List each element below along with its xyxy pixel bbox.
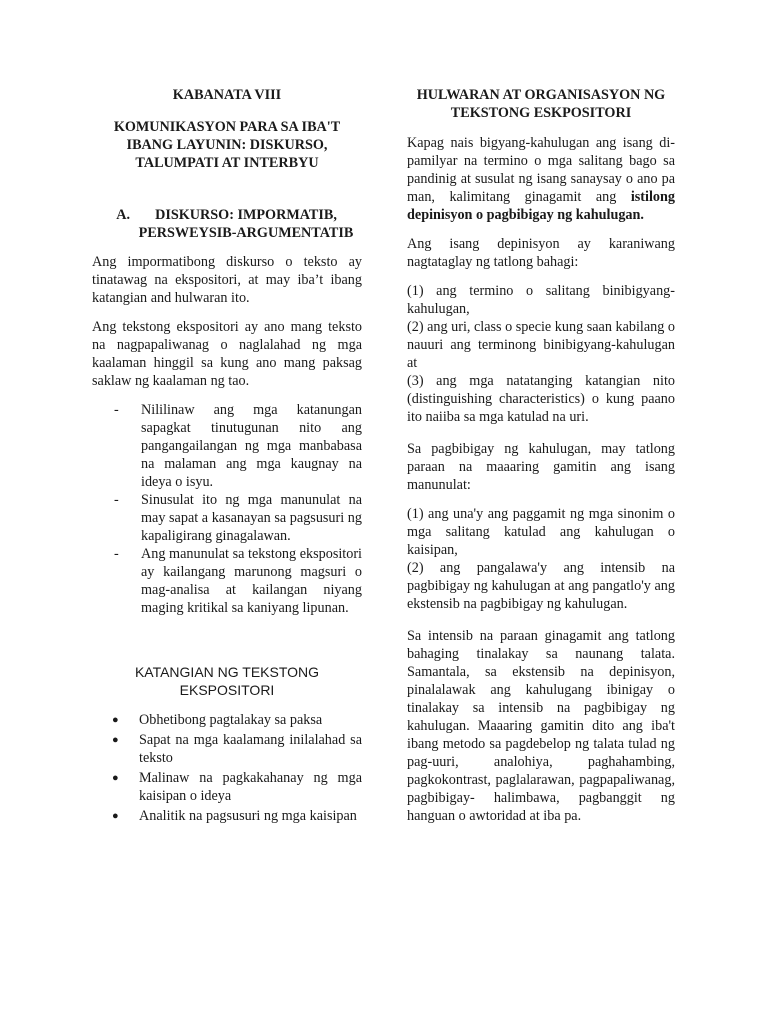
paragraph — [407, 134, 675, 224]
bullet-marker: ● — [112, 772, 119, 784]
list-item-text: Sinusulat ito ng mga manunulat na may sapat a kasanayan sa pagsusuri ng kapaligirang ginagalawan. — [141, 492, 362, 544]
bullet-marker: ● — [112, 810, 119, 822]
right-column — [407, 86, 675, 836]
list-item — [112, 731, 362, 767]
ways-list — [407, 505, 675, 613]
dash-marker: - — [114, 546, 119, 562]
chapter-title: KABANATA VIII — [172, 87, 282, 103]
dash-marker: - — [114, 402, 119, 418]
part-item: (3) ang mga natatanging katangian nito (distinguishing characteristics) o kung paano ito naiiba sa mga katulad na uri. — [407, 373, 675, 425]
paragraph: Ang isang depinisyon ay karaniwang nagtataglay ng tatlong bahagi: — [407, 236, 675, 270]
list-item — [112, 711, 362, 729]
list-item-text: Nililinaw ang mga katanungan sapagkat tinutugunan nito ang pangangailangan ng mga manbabasa na malaman ang mga kaugnay na ideya o isyu. — [141, 402, 362, 490]
spacer — [407, 426, 675, 440]
parts-list — [407, 282, 675, 426]
paragraph: Sa pagbibigay ng kahulugan, may tatlong paraan na maaaring gamitin ang isang manunulat: — [407, 441, 675, 493]
list-item — [114, 491, 362, 545]
paragraph-text: Kapag nais bigyang-kahulugan ang isang di-pamilyar na termino o mga salitang bago sa pandinig at susulat ng isang sanaysay o ano pa man, kalimitang ginagamit ang — [407, 135, 675, 205]
bullet-marker: ● — [112, 734, 119, 746]
section-letter: A. — [116, 207, 130, 223]
list-item-text: Sapat na mga kaalamang inilalahad sa teksto — [139, 732, 362, 766]
spacer — [407, 613, 675, 627]
subheading: KATANGIAN NG TEKSTONG EKSPOSITORI — [134, 664, 320, 698]
list-item — [112, 769, 362, 805]
paragraph: Sa intensib na paraan ginagamit ang tatlong bahaging tinalakay sa naunang talata. Samantala, sa ekstensib na depinisyon, pinalalawak ang kahulugang ibinigay o tinalakay sa intensib na pagbibigay ng kahulugan. Maaaring gamitin dito ang iba't ibang metodo sa pagdebelop ng talata tulad ng pag-uuri, analohiya, paghahambing, pagkokontrast, paglalarawan, pagpapaliwanag, pagbibigay- halimbawa, pagbanggit ng hanguan o awtoridad at iba pa. — [407, 628, 675, 824]
dash-list — [114, 401, 362, 617]
list-item-text: Obhetibong pagtalakay sa paksa — [139, 712, 323, 728]
main-title: KOMUNIKASYON PARA SA IBA'T IBANG LAYUNIN: DISKURSO, TALUMPATI AT INTERBYU — [113, 119, 341, 171]
list-item-text: Analitik na pagsusuri ng mga kaisipan — [139, 808, 357, 824]
list-item-text: Ang manunulat sa tekstong ekspositori ay kailangang marunong magsuri o mag-analisa at kailangan niyang maging kritikal sa kaniyang lipunan. — [141, 546, 362, 616]
section-a-heading — [92, 206, 362, 242]
dash-marker: - — [114, 492, 119, 508]
bullet-marker: ● — [112, 714, 119, 726]
list-item-text: Malinaw na pagkakahanay ng mga kaisipan o ideya — [139, 770, 362, 804]
right-heading: HULWARAN AT ORGANISASYON NG TEKSTONG ESKPOSITORI — [416, 87, 666, 121]
part-item: (2) ang uri, class o specie kung saan kabilang o nauuri ang terminong binibigyang-kahulugan at — [407, 319, 675, 371]
list-item — [112, 807, 362, 825]
way-item: (1) ang una'y ang paggamit ng mga sinonim o mga salitang katulad ang kahulugan o kaisipan, — [407, 506, 675, 558]
section-title: DISKURSO: IMPORMATIB, PERSWEYSIB-ARGUMENTATIB — [138, 207, 354, 241]
left-column — [92, 86, 362, 827]
list-item — [114, 545, 362, 617]
way-item: (2) ang pangalawa'y ang intensib na pagbibigay ng kahulugan at ang pangatlo'y ang ekstensib na pagbibigay ng kahulugan. — [407, 560, 675, 612]
part-item: (1) ang termino o salitang binibigyang-kahulugan, — [407, 283, 675, 317]
list-item — [114, 401, 362, 491]
bold-phrase: istilong depinisyon o pagbibigay ng kahulugan. — [407, 189, 675, 223]
bullet-list — [112, 711, 362, 825]
paragraph: Ang tekstong ekspositori ay ano mang teksto na nagpapaliwanag o naglalahad ng mga kaalaman hinggil sa kung ano mang paksag saklaw ng kaalaman ng tao. — [92, 319, 362, 389]
paragraph: Ang impormatibong diskurso o teksto ay tinatawag na ekspositori, at may iba’t ibang katangian and hulwaran ito. — [92, 254, 362, 306]
